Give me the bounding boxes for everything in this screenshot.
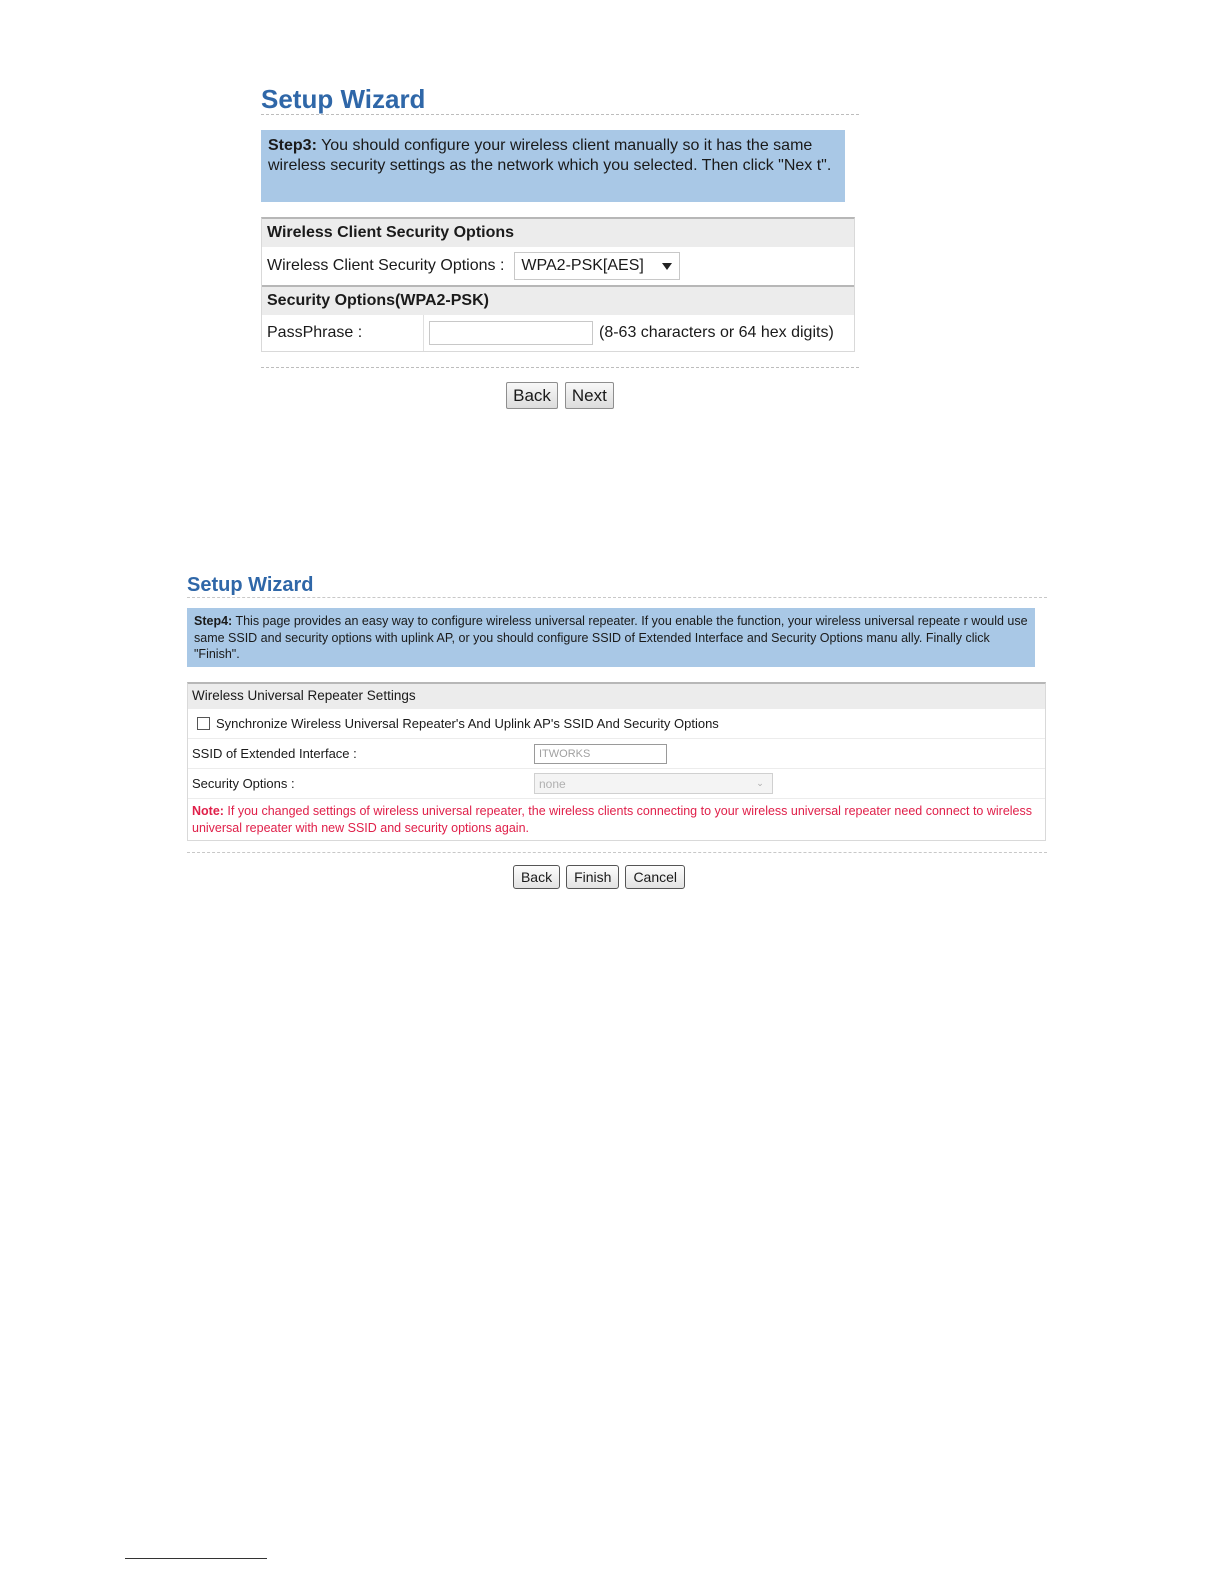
bottom-divider	[261, 367, 859, 368]
bottom-divider	[187, 852, 1047, 853]
repeater-settings-section	[187, 682, 1046, 841]
security-row	[188, 768, 1045, 798]
section-header-wpa2-psk: Security Options(WPA2-PSK)	[262, 285, 854, 315]
ssid-input[interactable]: ITWORKS	[534, 744, 667, 764]
sync-row	[188, 708, 1045, 738]
ssid-row	[188, 738, 1045, 768]
cancel-button[interactable]: Cancel	[625, 865, 685, 889]
step-text: You should configure your wireless client manually so it has the same wireless security settings as the network which you selected. Then click "Nex t".	[268, 137, 832, 174]
setup-wizard-step4-panel	[187, 573, 1047, 889]
step-text: This page provides an easy way to configure wireless universal repeater. If you enable the function, your wireless universal repeate r would use same SSID and security options with uplink AP, or you should configure SSID of Extended Interface and Security Options manu ally. Finally click "Finish".	[194, 614, 1028, 661]
footnote-divider	[125, 1558, 267, 1559]
security-option-label: Wireless Client Security Options :	[267, 257, 505, 274]
finish-button[interactable]: Finish	[566, 865, 619, 889]
passphrase-hint: (8-63 characters or 64 hex digits)	[599, 324, 834, 341]
page-title: Setup Wizard	[187, 574, 314, 596]
setup-wizard-step3-panel	[261, 84, 859, 409]
security-option-value: WPA2-PSK[AES]	[521, 257, 644, 274]
sync-checkbox[interactable]	[197, 717, 210, 730]
ssid-label: SSID of Extended Interface :	[192, 746, 357, 761]
security-value: none	[539, 776, 566, 791]
security-option-select[interactable]	[514, 252, 680, 280]
title-divider	[187, 597, 1047, 598]
step-instructions	[187, 608, 1035, 667]
passphrase-row	[262, 315, 854, 351]
back-button[interactable]: Back	[506, 382, 558, 409]
security-options-section	[261, 217, 855, 352]
section-header-repeater: Wireless Universal Repeater Settings	[188, 684, 1045, 708]
step-label: Step4:	[194, 614, 233, 628]
section-header-client-security: Wireless Client Security Options	[262, 219, 854, 247]
dropdown-arrow-icon	[662, 263, 672, 270]
button-bar	[187, 865, 1047, 889]
note-body: If you changed settings of wireless universal repeater, the wireless clients connecting to your wireless universal repeater need connect to wireless universal repeater with new SSID and security options again.	[192, 804, 1033, 835]
sync-label: Synchronize Wireless Universal Repeater's And Uplink AP's SSID And Security Options	[216, 716, 719, 731]
step-label: Step3:	[268, 137, 317, 154]
security-label: Security Options :	[192, 776, 295, 791]
page-title: Setup Wizard	[261, 84, 426, 114]
security-select[interactable]	[534, 773, 773, 794]
security-option-row	[262, 247, 854, 285]
next-button[interactable]: Next	[565, 382, 614, 409]
note-label: Note:	[192, 804, 224, 818]
passphrase-input[interactable]	[429, 321, 593, 345]
back-button[interactable]: Back	[513, 865, 560, 889]
chevron-down-icon: ⌄	[756, 778, 764, 788]
step-instructions	[261, 130, 845, 202]
passphrase-label: PassPhrase :	[262, 315, 424, 351]
note-text	[188, 798, 1045, 840]
title-divider	[261, 114, 859, 115]
button-bar	[261, 382, 859, 409]
